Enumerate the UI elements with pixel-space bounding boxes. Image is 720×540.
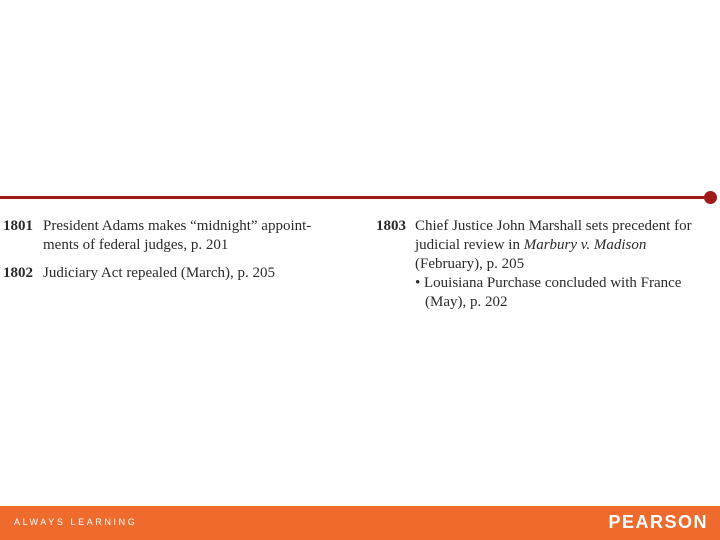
entry-text-line (415, 236, 646, 255)
timeline-entry-1802 (3, 264, 363, 284)
timeline-end-dot (704, 191, 717, 204)
timeline-rule (0, 196, 706, 199)
bullet-text: Louisiana Purchase concluded with France (424, 275, 682, 291)
footer-bar (0, 506, 720, 540)
entry-text-line: Chief Justice John Marshall sets precedent for (415, 218, 692, 234)
bullet-text-continued: (May), p. 202 (425, 294, 508, 310)
entry-text-segment: judicial review in (415, 237, 524, 253)
entry-text-line: ments of federal judges, p. 201 (43, 237, 229, 253)
entry-year: 1803 (376, 218, 406, 234)
entry-text-line: Judiciary Act repealed (March), p. 205 (43, 265, 275, 281)
entry-text-line: President Adams makes “midnight” appoint- (43, 218, 312, 234)
footer-tagline: ALWAYS LEARNING (14, 517, 138, 527)
entry-text-line: (February), p. 205 (415, 256, 525, 272)
pearson-logo: PEARSON (608, 512, 708, 532)
timeline-entry-1803 (376, 217, 720, 317)
timeline-entry-1801 (3, 217, 363, 257)
entry-year: 1801 (3, 218, 33, 234)
bullet-icon: • (415, 275, 421, 291)
case-title: Marbury v. Madison (523, 237, 647, 253)
entry-year: 1802 (3, 265, 33, 281)
bullet-item (415, 274, 681, 293)
